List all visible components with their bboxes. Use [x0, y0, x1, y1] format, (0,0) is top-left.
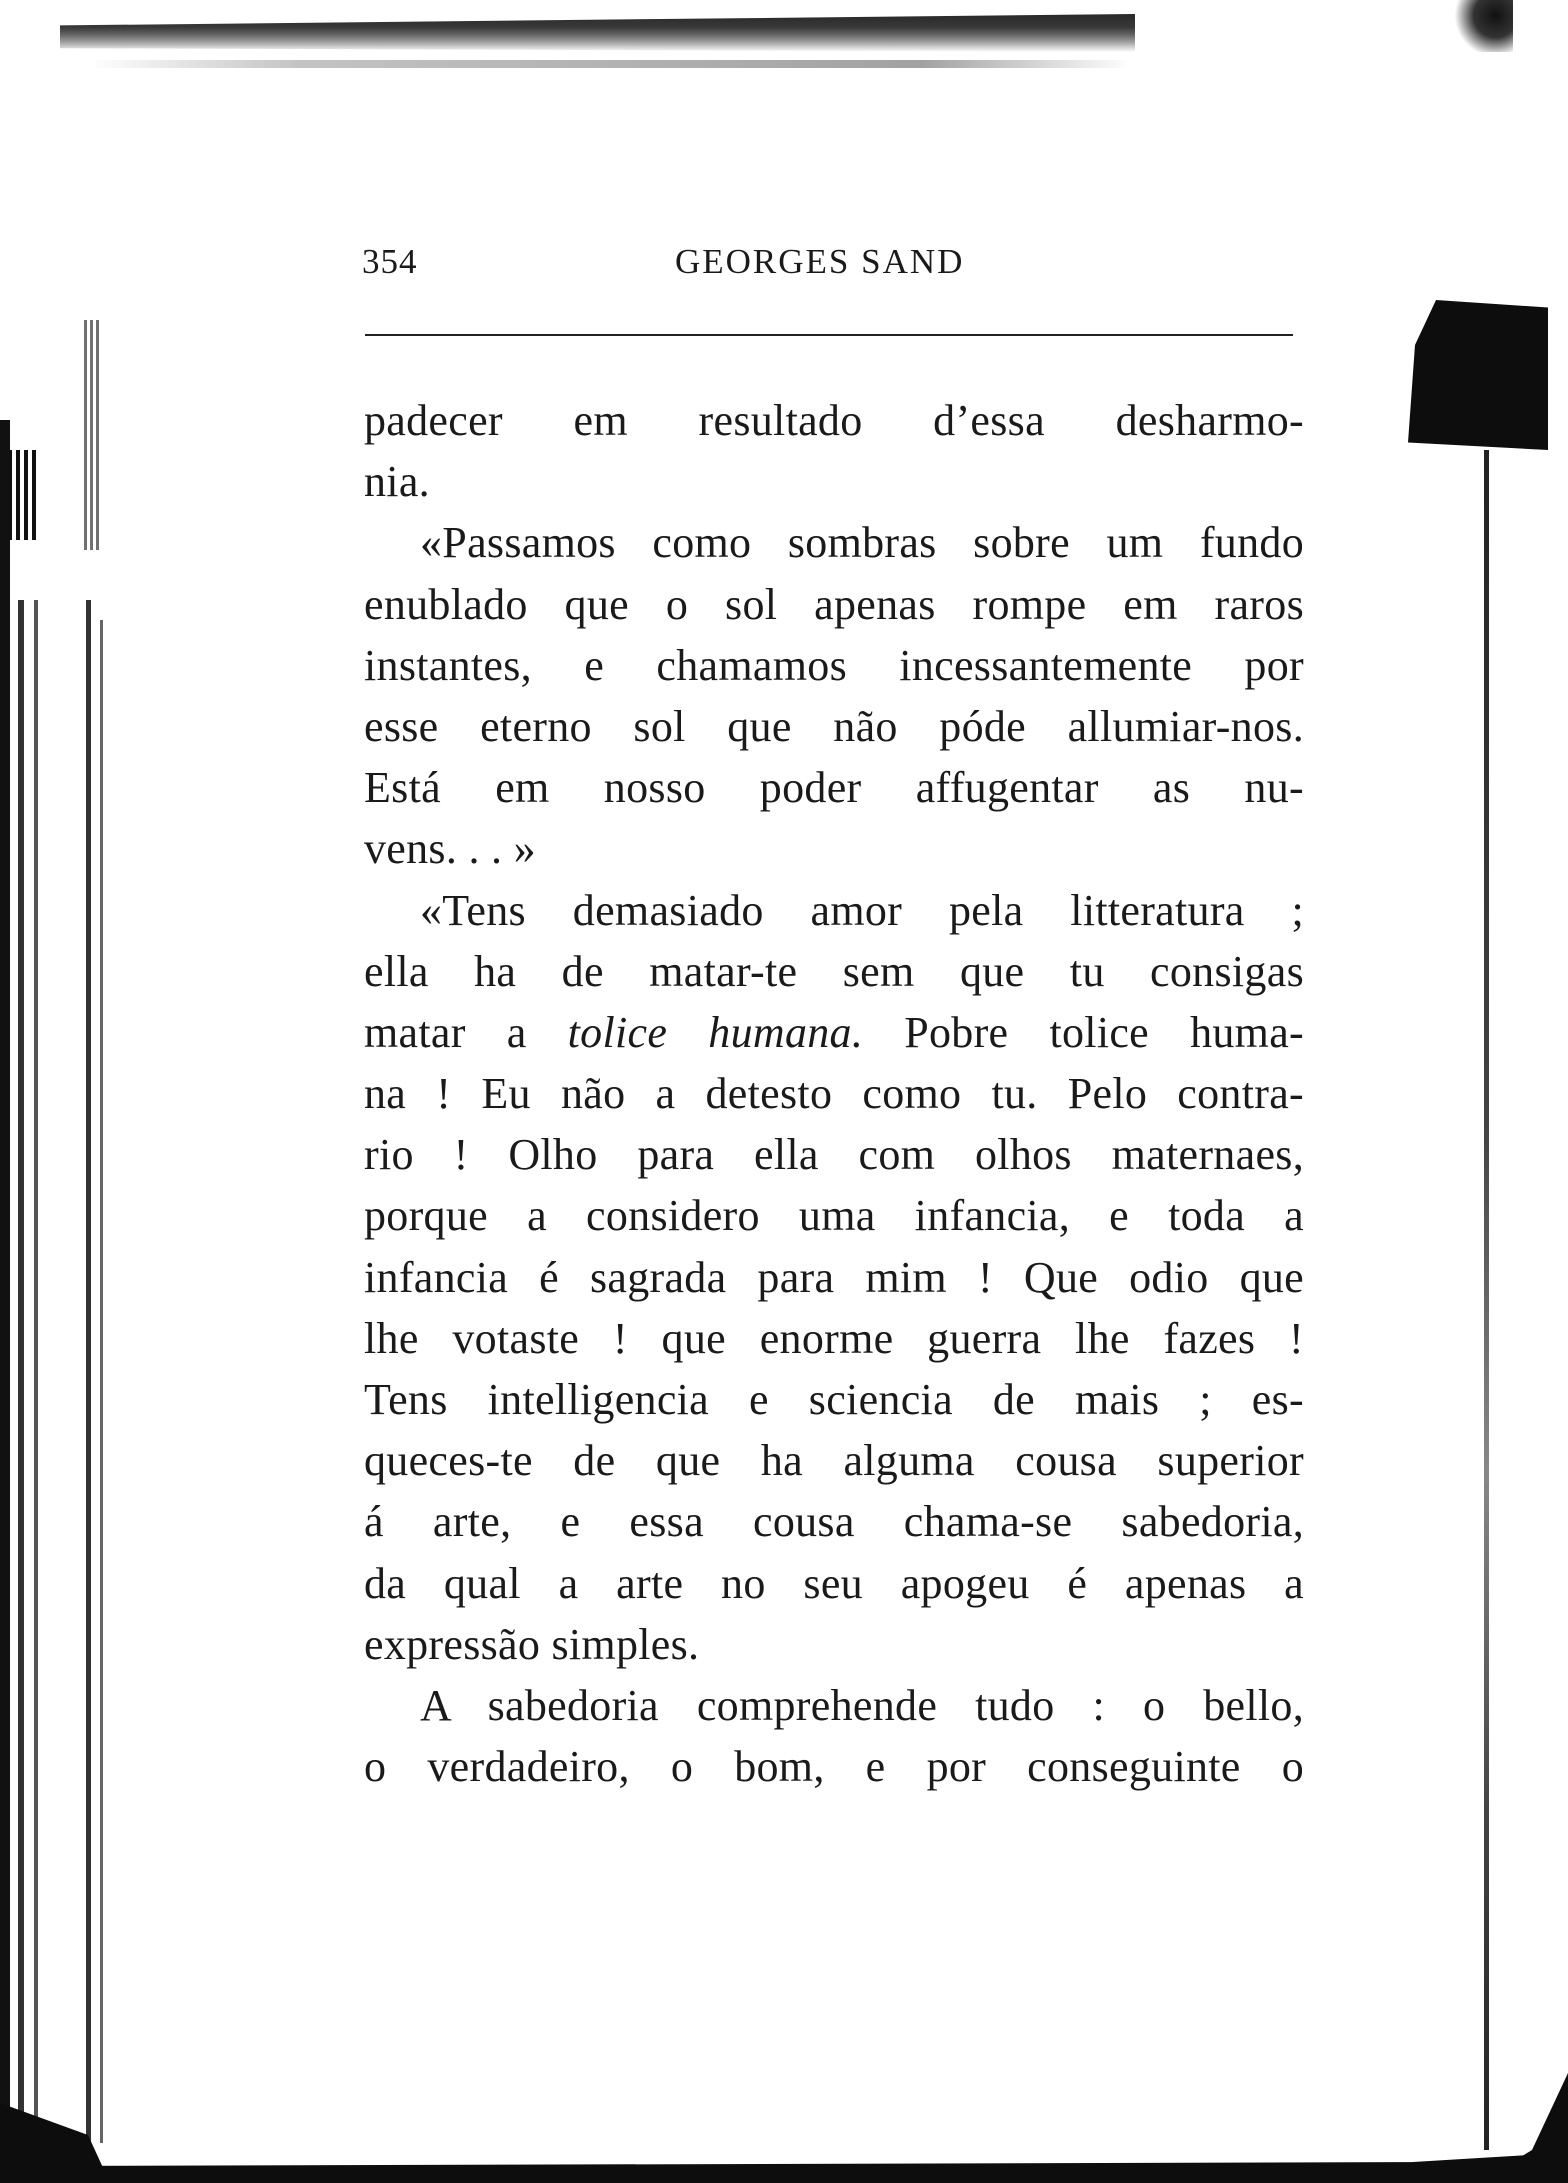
text-line: ella ha de matar-te sem que tu consigas [364, 946, 1304, 996]
scan-edge-right [1484, 450, 1489, 2150]
text-line: esse eterno sol que não póde allumiar-nos. [364, 701, 1304, 751]
scan-binding-marks-inner [84, 320, 100, 550]
scan-edge-right-block [1408, 300, 1548, 450]
scan-edge-bottom [0, 2145, 1568, 2183]
text-line: infancia é sagrada para mim ! Que odio que [364, 1252, 1304, 1302]
text-line: padecer em resultado d’essa desharmo- [364, 396, 1304, 445]
text-line [364, 1002, 1304, 1063]
scan-binding-edge [86, 600, 91, 2143]
text-line: o verdadeiro, o bom, e por conseguinte o [364, 1742, 1304, 1792]
text-line: «Tens demasiado amor pela litteratura ; [420, 885, 1304, 935]
text-line: queces-te de que ha alguma cousa superior [364, 1436, 1304, 1486]
text-line: «Passamos como sombras sobre um fundo [420, 518, 1304, 568]
running-head [362, 242, 1292, 292]
text-line: Tens intelligencia e sciencia de mais ; es- [364, 1375, 1304, 1424]
text-line: enublado que o sol apenas rompe em raros [364, 579, 1304, 629]
text-span: Pobre tolice huma- [863, 1007, 1304, 1057]
text-line: na ! Eu não a detesto como tu. Pelo contra- [364, 1069, 1304, 1119]
text-span: matar a [364, 1007, 568, 1057]
running-title: GEORGES SAND [675, 242, 965, 281]
text-line: instantes, e chamamos incessantemente por [364, 640, 1304, 690]
text-line: á arte, e essa cousa chama-se sabedoria, [364, 1497, 1304, 1547]
italic-phrase: tolice humana. [567, 1007, 864, 1057]
text-line: rio ! Olho para ella com olhos maternaes, [364, 1130, 1304, 1180]
scan-binding-edge [0, 420, 10, 2143]
text-line: lhe votaste ! que enorme guerra lhe fazes ! [364, 1313, 1304, 1363]
text-line: nia. [364, 457, 430, 507]
text-line: Está em nosso poder affugentar as nu- [364, 763, 1304, 813]
text-line: porque a considero uma infancia, e toda a [364, 1191, 1304, 1241]
scan-binding-edge [34, 600, 38, 2143]
body-text [364, 390, 1304, 1797]
scan-edge-top [60, 14, 1135, 52]
scan-corner-top-right [1455, 0, 1513, 52]
scan-binding-edge [18, 600, 24, 2143]
scan-binding-edge [100, 620, 103, 2143]
text-line: vens. . . » [364, 824, 536, 874]
scan-corner-bottom-left [0, 2103, 110, 2183]
scan-edge-top-shadow [90, 60, 1130, 68]
text-line: expressão simples. [364, 1619, 700, 1669]
text-line: da qual a arte no seu apogeu é apenas a [364, 1558, 1304, 1608]
header-rule [365, 334, 1293, 336]
text-line: A sabedoria comprehende tudo : o bello, [420, 1680, 1304, 1730]
page-number: 354 [362, 242, 418, 281]
